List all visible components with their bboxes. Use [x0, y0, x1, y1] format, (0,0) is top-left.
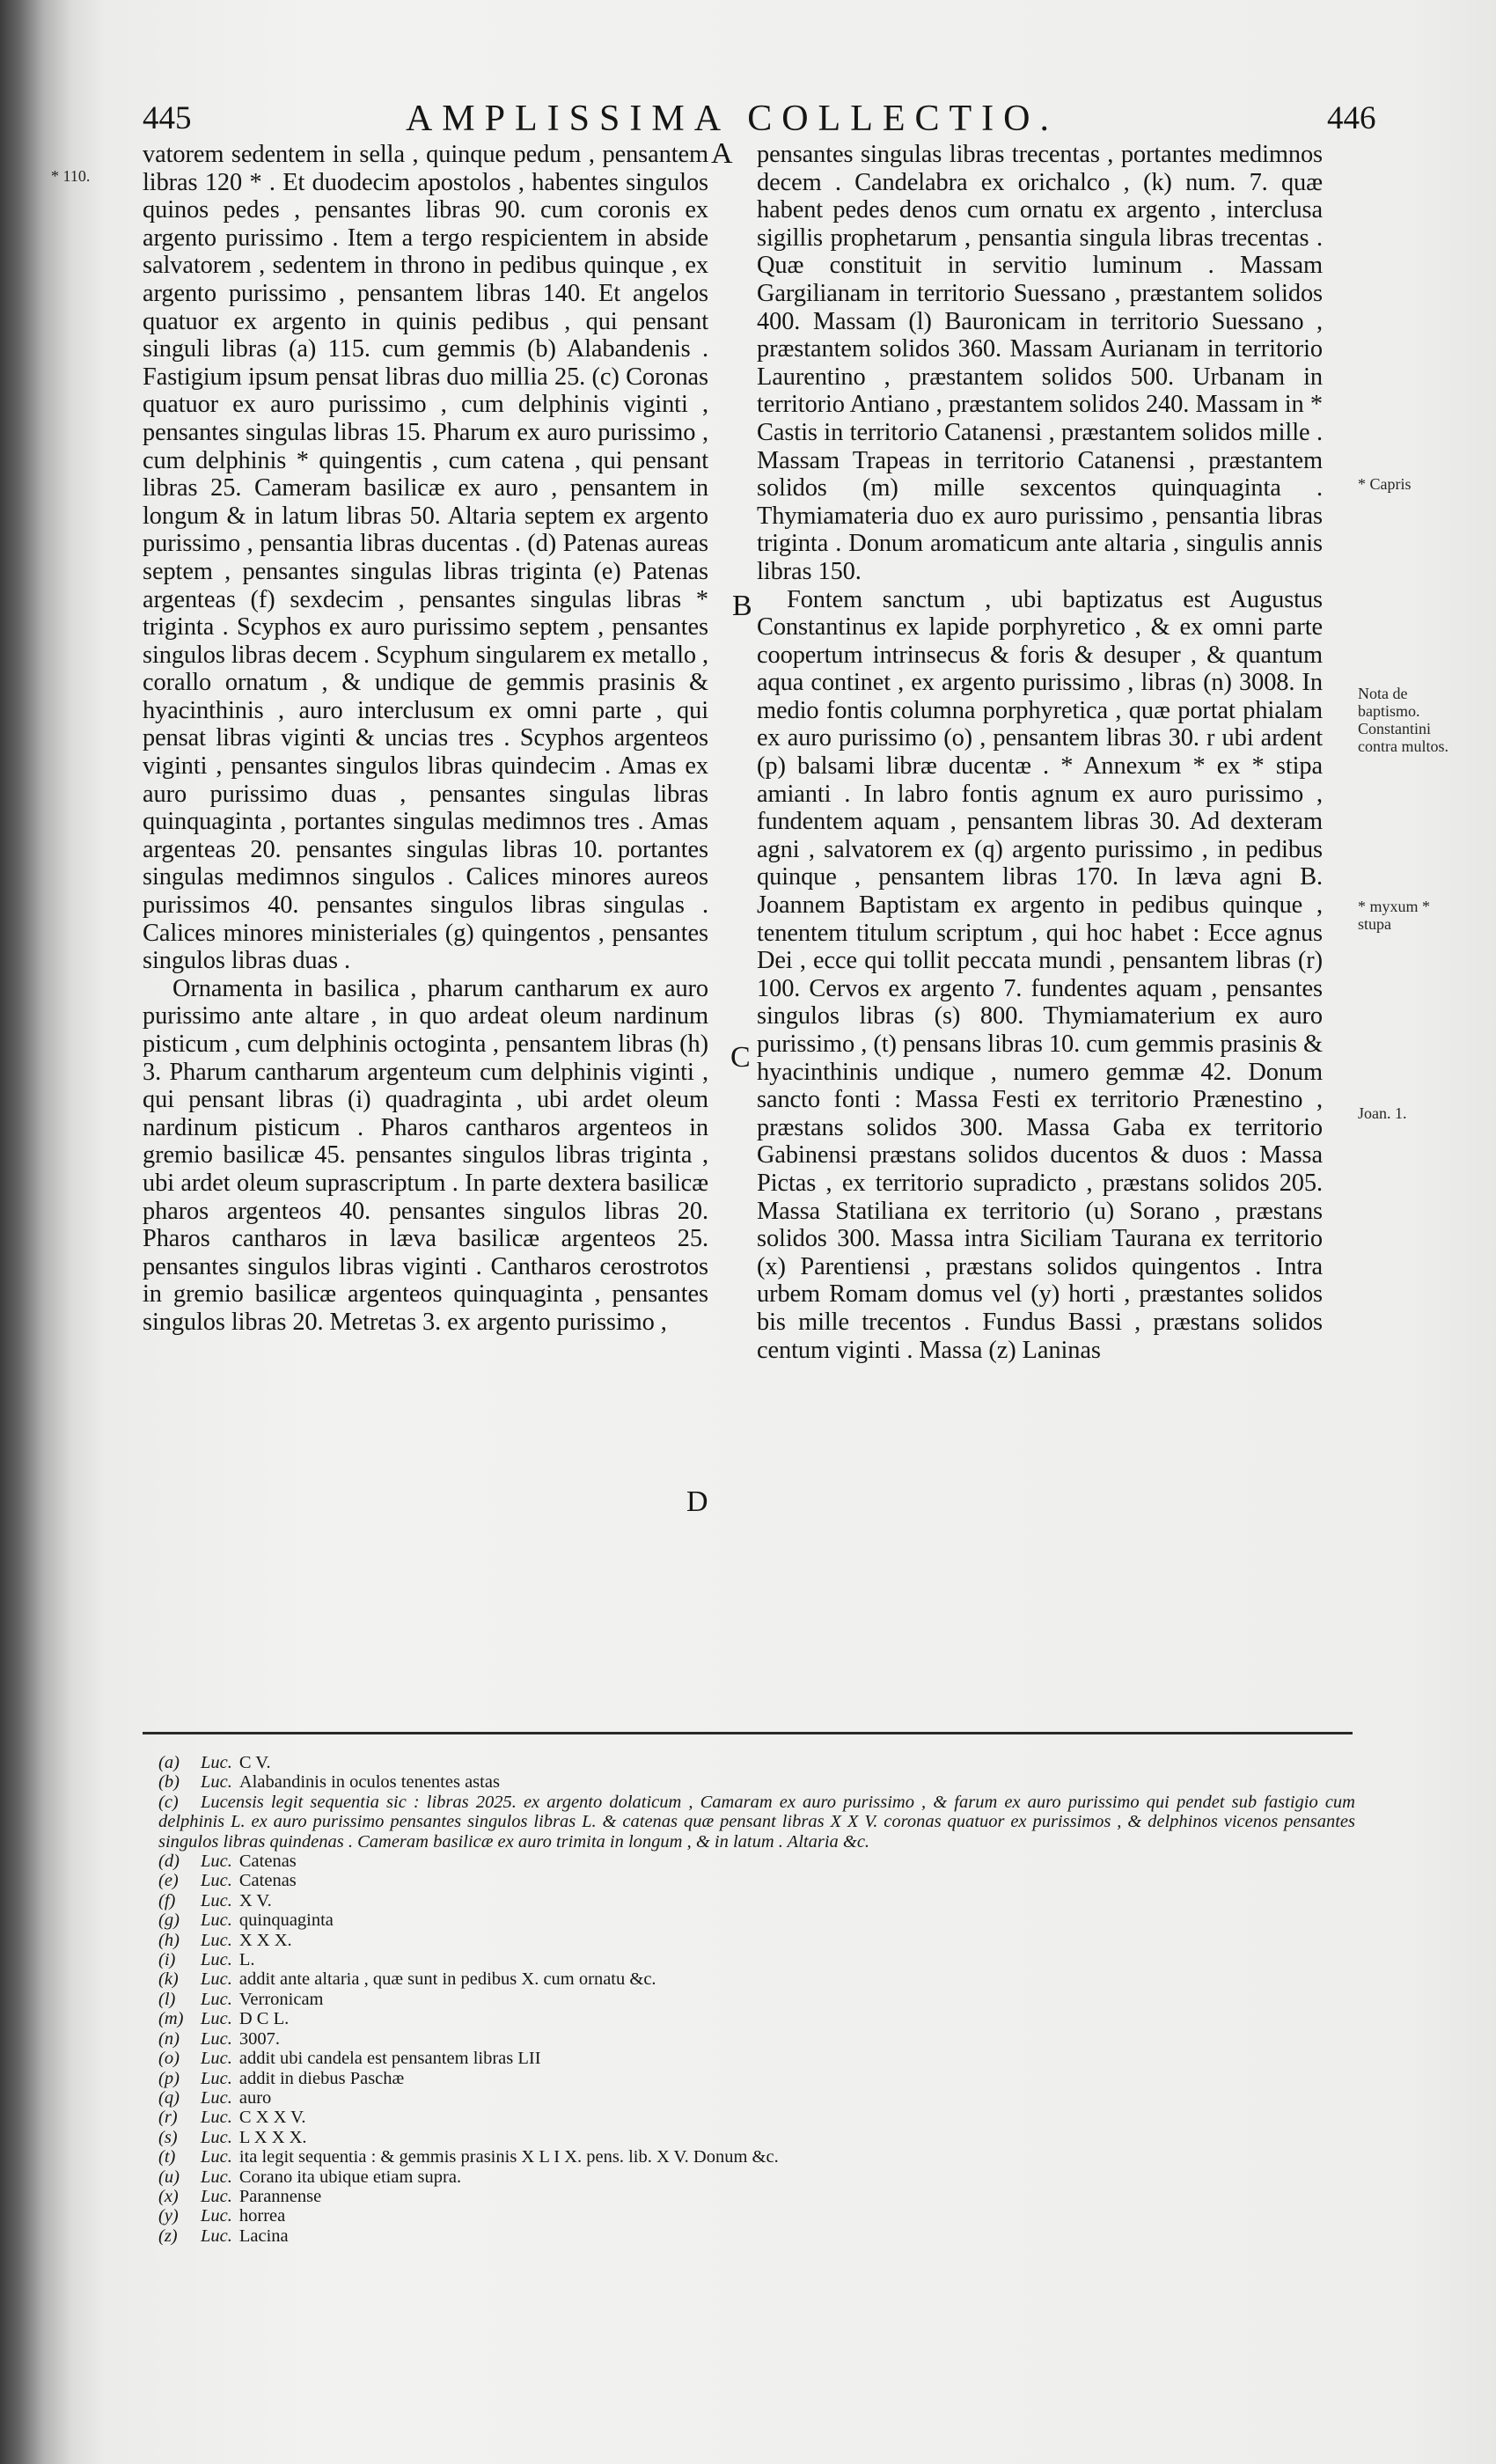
- footnote-h: (h) Luc. X X X.: [158, 1930, 292, 1950]
- footnote-e: (e) Luc. Catenas: [158, 1871, 297, 1891]
- section-letter-b: B: [732, 590, 752, 622]
- footnote-r: (r) Luc. C X X V.: [158, 2108, 306, 2128]
- left-paragraph-1: vatorem sedentem in sella , quinque pedum , pensantem libras 120 * . Et duodecim apostolos , habentes singulos quinos pedes , pensantes libras 90. cum coronis ex argento purissimo . Item a tergo respicientem in abside salvatorem , sedentem in throno in pedibus quinque , ex argento purissimo , pensantem libras 140. Et angelos quatuor ex argento in quinis pedibus , qui pensant singuli libras (a) 115. cum gemmis (b) Alabandenis . Fastigium ipsum pensat libras duo millia 25. (c) Coronas quatuor ex auro purissimo , cum delphinis viginti , pensantes singulas libras 15. Pharum ex auro purissimo , cum delphinis * quingentis , cum catena , qui pensant libras 25. Cameram basilicæ ex auro , pensantem in longum & in latum libras 50. Altaria septem ex argento purissimo , pensantia libras ducentas . (d) Patenas aureas septem , pensantes singulas libras triginta (e) Patenas argenteas (f) sexdecim , pensantes singulas libras * triginta . Scyphos ex auro purissimo septem , pensantes singulos libras decem . Scyphum singularem ex metallo , corallo ornatum , & undique de gemmis prasinis & hyacinthinis , auro interclusum ex omni parte , qui pensat libras viginti & uncias tres . Scyphos argenteos viginti , pensantes singulos libras quindecim . Amas ex auro purissimo duas , pensantes singulas libras quinquaginta , portantes singulas medimnos tres . Amas argenteas 20. pensantes singulas libras 10. portantes singulas medimnos singulos . Calices minores aureos purissimos 40. pensantes singulos libras singulas . Calices minores ministeriales (g) quingentos , pensantes singulos libras duas .: [143, 141, 708, 975]
- footnote-s: (s) Luc. L X X X.: [158, 2127, 307, 2147]
- margin-note-right-2: Nota de baptismo. Constantini contra multos.: [1358, 685, 1448, 755]
- section-letter-c: C: [730, 1041, 751, 1074]
- footnote-m: (m) Luc. D C L.: [158, 2009, 290, 2029]
- footnote-b: (b) Luc. Alabandinis in oculos tenentes astas: [158, 1772, 500, 1793]
- footnote-d: (d) Luc. Catenas: [158, 1852, 297, 1872]
- left-paragraph-2: Ornamenta in basilica , pharum cantharum ex auro purissimo ante altare , in quo ardeat oleum nardinum pisticum , cum delphinis octoginta , pensantem libras (h) 3. Pharum cantharum argenteum cum delphinis viginti , qui pensant libras (i) quadraginta , ubi ardet oleum nardinum pisticum . Pharos cantharos argenteos in gremio basilicæ 45. pensantes singulos libras triginta , ubi ardet oleum suprascriptum . In parte dextera basilicæ pharos argenteos 40. pensantes singulos libras 20. Pharos cantharos in læva basilicæ argenteos 25. pensantes singulos libras viginti . Cantharos cerostrotos in gremio basilicæ argenteos quinquaginta , pensantes singulos libras 20. Metretas 3. ex argento purissimo ,: [143, 974, 708, 1336]
- footnote-f: (f) Luc. X V.: [158, 1890, 272, 1910]
- footnote-o: (o) Luc. addit ubi candela est pensantem libras LII: [158, 2049, 541, 2069]
- footnote-k: (k) Luc. addit ante altaria , quæ sunt in pedibus X. cum ornatu &c.: [158, 1969, 656, 1990]
- footnote-divider: [143, 1732, 1353, 1734]
- footnote-z: (z) Luc. Lacina: [158, 2226, 289, 2246]
- footnote-u: (u) Luc. Corano ita ubique etiam supra.: [158, 2167, 462, 2187]
- margin-note-left-1: * 110.: [51, 167, 91, 185]
- right-paragraph-2: Fontem sanctum , ubi baptizatus est Augustus Constantinus ex lapide porphyretico , & ex omni parte coopertum intrinsecus & foris & desuper , & quantum aqua continet , ex argento purissimo , libras (n) 3008. In medio fontis columna porphyretica , quæ portat phialam ex auro purissimo (o) , pensantem libras 30. r ubi ardent (p) balsami libræ ducentæ . * Annexum * ex * stipa amianti . In labro fontis agnum ex auro purissimo , fundentem aquam , pensantem libras 30. Ad dexteram agni , salvatorem ex (q) argento purissimo , in pedibus quinque , pensantem libras 170. In læva agni B. Joannem Baptistam ex argento in pedibus quinque , tenentem titulum scriptum , qui hoc habet : Ecce agnus Dei , ecce qui tollit peccata mundi , pensantem libras (r) 100. Cervos ex argento 7. fundentes aquam , pensantes singulos libras (s) 800. Thymiamaterium ex auro purissimo , (t) pensans libras 10. cum gemmis prasinis & hyacinthinis undique , numero gemmæ 42. Donum sancto fonti : Massa Festi ex territorio Prænestino , præstans solidos 300. Massa Gaba ex territorio Gabinensi præstans solidos ducentos & duos : Massa Pictas , ex territorio supradicto , præstans solidos 205. Massa Statiliana ex territorio (u) Sorano , præstans solidos 300. Massa intra Siciliam Taurana ex territorio (x) Parentiensi , præstans solidos quingentos . Intra urbem Romam domus vel (y) horti , præstantes solidos bis mille trecentos . Fundus Bassi , præstans solidos centum viginti . Massa (z) Laninas: [757, 585, 1323, 1364]
- running-title: AMPLISSIMA COLLECTIO.: [405, 99, 1060, 139]
- footnote-y: (y) Luc. horrea: [158, 2206, 286, 2226]
- footnotes: [158, 1753, 1355, 2246]
- footnote-a: (a) Luc. C V.: [158, 1753, 271, 1772]
- footnote-g: (g) Luc. quinquaginta: [158, 1910, 334, 1931]
- section-letter-a: A: [711, 137, 733, 170]
- margin-note-right-4: Joan. 1.: [1358, 1104, 1407, 1122]
- left-text-column: [143, 141, 708, 1337]
- footnote-x: (x) Luc. Parannense: [158, 2186, 322, 2206]
- margin-note-right-3: * myxum * stupa: [1358, 898, 1431, 933]
- right-text-column: [757, 141, 1323, 1364]
- footnote-l: (l) Luc. Verronicam: [158, 1989, 324, 2009]
- footnote-i: (i) Luc. L.: [158, 1950, 255, 1970]
- page-number-right: 446: [1327, 100, 1376, 136]
- footnote-c: (c) Lucensis legit sequentia sic : libras 2025. ex argento dolaticum , Camaram ex auro purissimo , & farum ex auro purissimo qui pendet sub fastigio cum delphinis L. ex auro purissimo pensantes singulos libras L. & catenas quæ pensant libras X X V. coronas quatuor ex purissimos , & delphinos vicenos pensantes singulos libras quindenas . Cameram basilicæ ex auro trimita in longum , & in latum . Altaria &c.: [158, 1792, 1355, 1852]
- right-paragraph-1: pensantes singulas libras trecentas , portantes medimnos decem . Candelabra ex orichalco , (k) num. 7. quæ habent pedes denos cum ornatu ex argento , interclusa sigillis prophetarum , pensantia singula libras trecentas . Quæ constituit in servitio luminum . Massam Gargilianam in territorio Suessano , præstantem solidos 400. Massam (l) Bauronicam in territorio Suessano , præstantem solidos 360. Massam Aurianam in territorio Laurentino , præstantem solidos 500. Urbanam in territorio Antiano , præstantem solidos 240. Massam in * Castis in territorio Catanensi , præstantem solidos mille . Massam Trapeas in territorio Catanensi , præstantem solidos (m) mille sexcentos quinquaginta . Thymiamateria duo ex auro purissimo , pensantia libras triginta . Donum aromaticum ante altaria , singulis annis libras 150.: [757, 141, 1323, 585]
- footnote-q: (q) Luc. auro: [158, 2087, 272, 2108]
- section-letter-d: D: [686, 1485, 708, 1518]
- footnote-t: (t) Luc. ita legit sequentia : & gemmis prasinis X L I X. pens. lib. X V. Donum &c.: [158, 2147, 779, 2167]
- footnote-p: (p) Luc. addit in diebus Paschæ: [158, 2068, 405, 2088]
- page-number-left: 445: [143, 100, 192, 136]
- margin-note-right-1: * Capris: [1358, 475, 1412, 493]
- footnote-n: (n) Luc. 3007.: [158, 2028, 280, 2049]
